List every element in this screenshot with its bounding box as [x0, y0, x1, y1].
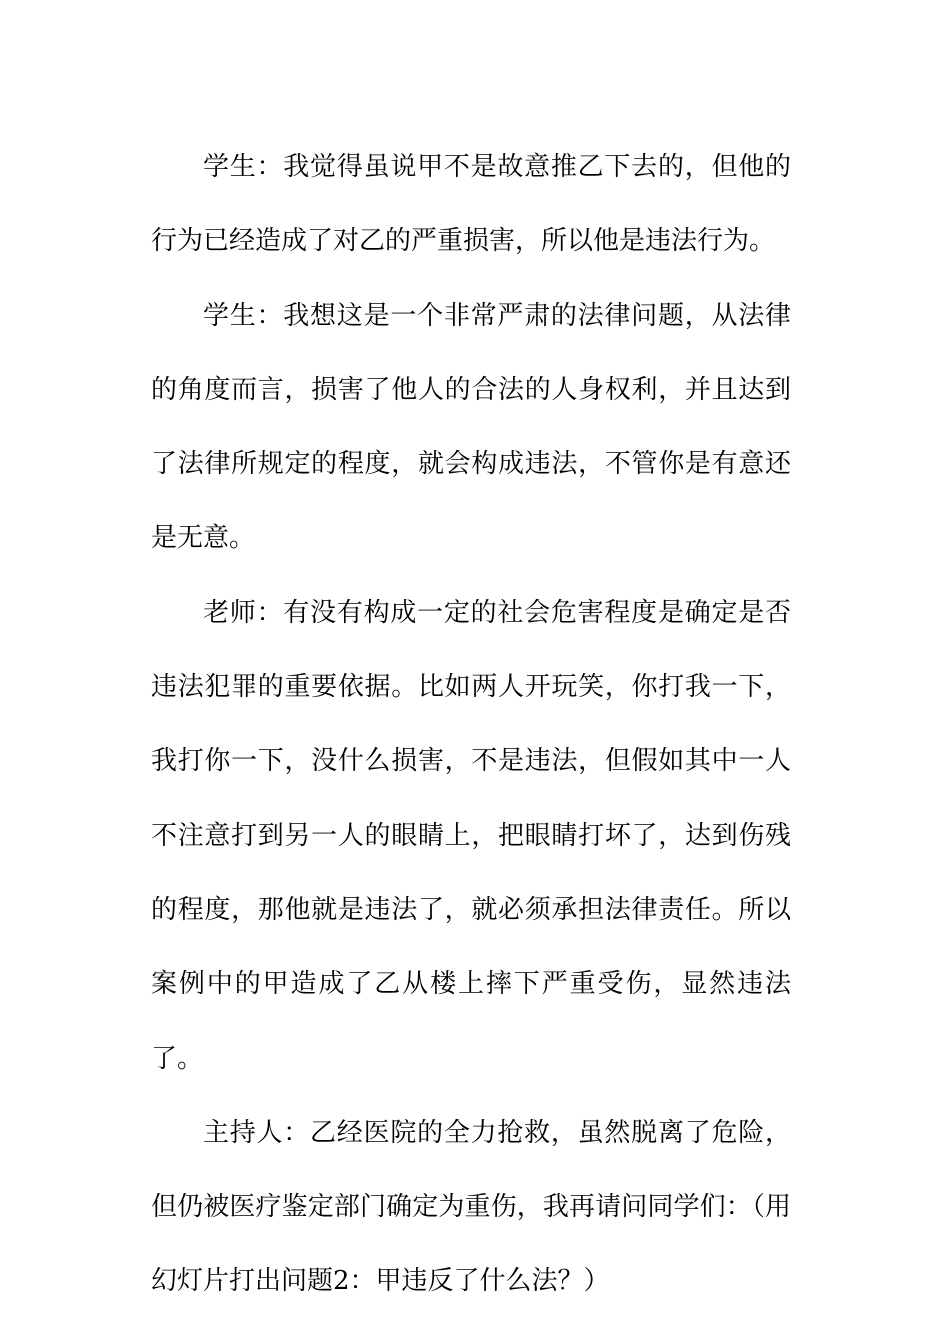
- paragraph-host: 主持人：乙经医院的全力抢救，虽然脱离了危险，但仍被医疗鉴定部门确定为重伤，我再请问同学们：（用幻灯片打出问题2：甲违反了什么法？）: [151, 1117, 791, 1297]
- document-body: [151, 130, 791, 1319]
- paragraph-teacher: 老师：有没有构成一定的社会危害程度是确定是否违法犯罪的重要依据。比如两人开玩笑，你打我一下，我打你一下，没什么损害，不是违法，但假如其中一人不注意打到另一人的眼睛上，把眼睛打坏了，达到伤残的程度，那他就是违法了，就必须承担法律责任。所以案例中的甲造成了乙从楼上摔下严重受伤，显然违法了。: [151, 597, 791, 1074]
- paragraph-student-1: 学生：我觉得虽说甲不是故意推乙下去的，但他的行为已经造成了对乙的严重损害，所以他是违法行为。: [151, 152, 791, 257]
- paragraph-student-2: 学生：我想这是一个非常严肃的法律问题，从法律的角度而言，损害了他人的合法的人身权利，并且达到了法律所规定的程度，就会构成违法，不管你是有意还是无意。: [151, 300, 791, 554]
